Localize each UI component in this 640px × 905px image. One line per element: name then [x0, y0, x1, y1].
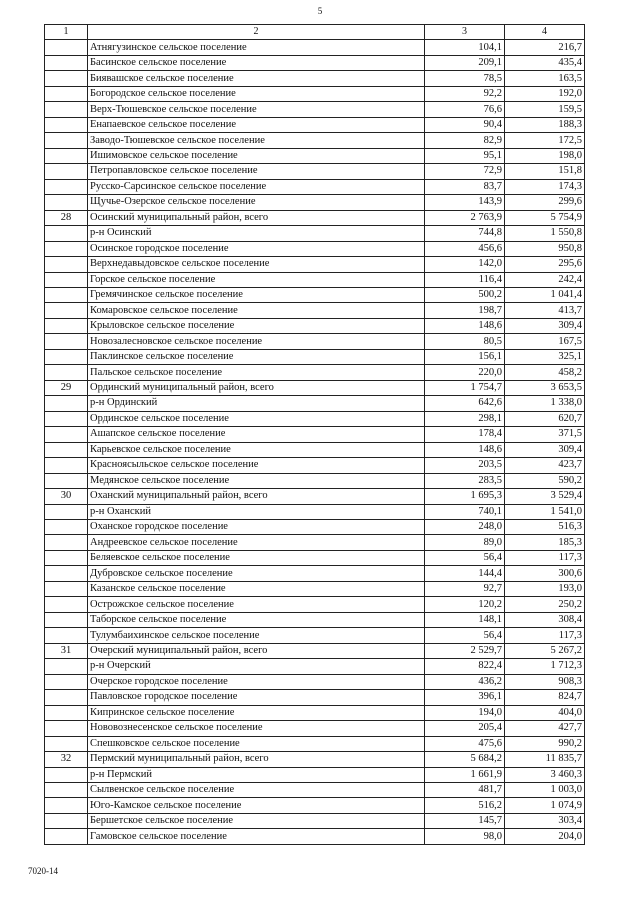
table-row	[45, 365, 585, 380]
value-col3: 89,0	[425, 535, 505, 550]
row-number: 31	[45, 643, 88, 658]
row-number	[45, 287, 88, 302]
municipality-name: Богородское сельское поселение	[88, 86, 425, 101]
value-col4: 371,5	[505, 427, 585, 442]
row-number	[45, 674, 88, 689]
value-col3: 98,0	[425, 829, 505, 844]
value-col4: 242,4	[505, 272, 585, 287]
value-col4: 300,6	[505, 566, 585, 581]
value-col3: 178,4	[425, 427, 505, 442]
table-row	[45, 102, 585, 117]
row-number	[45, 581, 88, 596]
value-col4: 11 835,7	[505, 752, 585, 767]
row-number	[45, 148, 88, 163]
row-number	[45, 179, 88, 194]
row-number	[45, 349, 88, 364]
table-row	[45, 133, 585, 148]
row-number	[45, 55, 88, 70]
column-header: 3	[425, 25, 505, 40]
value-col3: 822,4	[425, 659, 505, 674]
value-col4: 192,0	[505, 86, 585, 101]
value-col3: 194,0	[425, 705, 505, 720]
value-col3: 56,4	[425, 628, 505, 643]
table-row	[45, 179, 585, 194]
municipality-name: р-н Очерский	[88, 659, 425, 674]
value-col4: 404,0	[505, 705, 585, 720]
value-col4: 172,5	[505, 133, 585, 148]
row-number	[45, 767, 88, 782]
municipality-name: Гремячинское сельское поселение	[88, 287, 425, 302]
municipality-name: Паклинское сельское поселение	[88, 349, 425, 364]
table-row	[45, 427, 585, 442]
value-col4: 1 550,8	[505, 226, 585, 241]
value-col3: 148,6	[425, 318, 505, 333]
row-number	[45, 241, 88, 256]
value-col4: 159,5	[505, 102, 585, 117]
table-row	[45, 195, 585, 210]
value-col3: 80,5	[425, 334, 505, 349]
table-row	[45, 164, 585, 179]
municipality-name: Казанское сельское поселение	[88, 581, 425, 596]
value-col4: 427,7	[505, 721, 585, 736]
row-number	[45, 427, 88, 442]
value-col4: 423,7	[505, 458, 585, 473]
value-col4: 1 541,0	[505, 504, 585, 519]
row-number	[45, 550, 88, 565]
row-number	[45, 318, 88, 333]
footer-code: 7020-14	[28, 866, 58, 876]
table-row	[45, 71, 585, 86]
table-row	[45, 705, 585, 720]
value-col4: 590,2	[505, 473, 585, 488]
row-number	[45, 411, 88, 426]
row-number	[45, 721, 88, 736]
column-header: 1	[45, 25, 88, 40]
municipality-name: Осинский муниципальный район, всего	[88, 210, 425, 225]
municipality-name: р-н Пермский	[88, 767, 425, 782]
row-number	[45, 40, 88, 55]
value-col3: 92,2	[425, 86, 505, 101]
table-body	[45, 25, 585, 845]
value-col3: 481,7	[425, 782, 505, 797]
municipality-name: Павловское городское поселение	[88, 690, 425, 705]
row-number	[45, 520, 88, 535]
table-row	[45, 829, 585, 844]
row-number	[45, 535, 88, 550]
municipality-name: Комаровское сельское поселение	[88, 303, 425, 318]
table-row	[45, 241, 585, 256]
row-number	[45, 504, 88, 519]
municipality-name: Верх-Тюшевское сельское поселение	[88, 102, 425, 117]
municipality-name: Дубровское сельское поселение	[88, 566, 425, 581]
value-col4: 435,4	[505, 55, 585, 70]
row-number	[45, 133, 88, 148]
value-col3: 642,6	[425, 396, 505, 411]
value-col3: 143,9	[425, 195, 505, 210]
table-row	[45, 674, 585, 689]
value-col4: 151,8	[505, 164, 585, 179]
value-col3: 5 684,2	[425, 752, 505, 767]
row-number	[45, 829, 88, 844]
value-col3: 156,1	[425, 349, 505, 364]
value-col3: 744,8	[425, 226, 505, 241]
municipality-name: Гамовское сельское поселение	[88, 829, 425, 844]
table-row	[45, 550, 585, 565]
municipality-name: Ординское сельское поселение	[88, 411, 425, 426]
municipality-name: Юго-Камское сельское поселение	[88, 798, 425, 813]
table-row	[45, 303, 585, 318]
value-col3: 220,0	[425, 365, 505, 380]
table-row	[45, 380, 585, 395]
municipality-name: Беляевское сельское поселение	[88, 550, 425, 565]
value-col4: 3 653,5	[505, 380, 585, 395]
table-row	[45, 659, 585, 674]
value-col3: 92,7	[425, 581, 505, 596]
row-number: 32	[45, 752, 88, 767]
value-col4: 5 267,2	[505, 643, 585, 658]
value-col3: 436,2	[425, 674, 505, 689]
municipality-name: р-н Ординский	[88, 396, 425, 411]
table-row	[45, 396, 585, 411]
value-col4: 413,7	[505, 303, 585, 318]
row-number	[45, 690, 88, 705]
municipality-name: Пальское сельское поселение	[88, 365, 425, 380]
value-col4: 250,2	[505, 597, 585, 612]
table-row	[45, 612, 585, 627]
municipality-name: Бершетское сельское поселение	[88, 813, 425, 828]
row-number	[45, 257, 88, 272]
value-col4: 3 529,4	[505, 489, 585, 504]
municipality-name: Острожское сельское поселение	[88, 597, 425, 612]
table-row	[45, 210, 585, 225]
value-col4: 188,3	[505, 117, 585, 132]
row-number	[45, 86, 88, 101]
value-col4: 309,4	[505, 442, 585, 457]
value-col4: 1 712,3	[505, 659, 585, 674]
row-number	[45, 612, 88, 627]
row-number	[45, 365, 88, 380]
row-number	[45, 272, 88, 287]
value-col3: 148,6	[425, 442, 505, 457]
row-number	[45, 195, 88, 210]
value-col4: 1 041,4	[505, 287, 585, 302]
column-header: 2	[88, 25, 425, 40]
value-col3: 500,2	[425, 287, 505, 302]
value-col3: 298,1	[425, 411, 505, 426]
table-row	[45, 272, 585, 287]
municipality-name: Медянское сельское поселение	[88, 473, 425, 488]
table-row	[45, 117, 585, 132]
value-col4: 620,7	[505, 411, 585, 426]
municipality-name: Пермский муниципальный район, всего	[88, 752, 425, 767]
municipality-name: Горское сельское поселение	[88, 272, 425, 287]
row-number: 30	[45, 489, 88, 504]
value-col4: 308,4	[505, 612, 585, 627]
row-number	[45, 782, 88, 797]
value-col4: 950,8	[505, 241, 585, 256]
value-col3: 203,5	[425, 458, 505, 473]
table-row	[45, 287, 585, 302]
municipality-name: р-н Оханский	[88, 504, 425, 519]
budget-table	[44, 24, 585, 845]
value-col3: 82,9	[425, 133, 505, 148]
table-row	[45, 643, 585, 658]
value-col4: 117,3	[505, 550, 585, 565]
value-col4: 167,5	[505, 334, 585, 349]
table-row	[45, 628, 585, 643]
table-row	[45, 473, 585, 488]
value-col3: 475,6	[425, 736, 505, 751]
value-col4: 309,4	[505, 318, 585, 333]
table-row	[45, 86, 585, 101]
value-col3: 95,1	[425, 148, 505, 163]
municipality-name: Новозалесновское сельское поселение	[88, 334, 425, 349]
value-col4: 198,0	[505, 148, 585, 163]
table-row	[45, 813, 585, 828]
table-row	[45, 782, 585, 797]
table-header-row	[45, 25, 585, 40]
table-row	[45, 318, 585, 333]
municipality-name: Петропавловское сельское поселение	[88, 164, 425, 179]
municipality-name: Нововознесенское сельское поселение	[88, 721, 425, 736]
column-header: 4	[505, 25, 585, 40]
table-row	[45, 798, 585, 813]
municipality-name: Биявашское сельское поселение	[88, 71, 425, 86]
value-col3: 142,0	[425, 257, 505, 272]
municipality-name: Заводо-Тюшевское сельское поселение	[88, 133, 425, 148]
table-row	[45, 690, 585, 705]
value-col4: 303,4	[505, 813, 585, 828]
value-col3: 78,5	[425, 71, 505, 86]
value-col4: 117,3	[505, 628, 585, 643]
row-number	[45, 659, 88, 674]
row-number	[45, 164, 88, 179]
table-row	[45, 226, 585, 241]
value-col4: 1 338,0	[505, 396, 585, 411]
value-col4: 516,3	[505, 520, 585, 535]
value-col3: 456,6	[425, 241, 505, 256]
table-row	[45, 55, 585, 70]
municipality-name: Сылвенское сельское поселение	[88, 782, 425, 797]
value-col4: 325,1	[505, 349, 585, 364]
municipality-name: Осинское городское поселение	[88, 241, 425, 256]
row-number	[45, 628, 88, 643]
value-col4: 1 003,0	[505, 782, 585, 797]
table-row	[45, 597, 585, 612]
page-number: 5	[317, 6, 323, 16]
value-col4: 824,7	[505, 690, 585, 705]
table-row	[45, 767, 585, 782]
municipality-name: Ординский муниципальный район, всего	[88, 380, 425, 395]
table-row	[45, 411, 585, 426]
row-number	[45, 798, 88, 813]
value-col4: 216,7	[505, 40, 585, 55]
municipality-name: Русско-Сарсинское сельское поселение	[88, 179, 425, 194]
value-col4: 204,0	[505, 829, 585, 844]
table-row	[45, 458, 585, 473]
municipality-name: Ишимовское сельское поселение	[88, 148, 425, 163]
row-number	[45, 226, 88, 241]
value-col4: 185,3	[505, 535, 585, 550]
table-row	[45, 752, 585, 767]
municipality-name: Енапаевское сельское поселение	[88, 117, 425, 132]
value-col3: 120,2	[425, 597, 505, 612]
municipality-name: Спешковское сельское поселение	[88, 736, 425, 751]
municipality-name: Атнягузинское сельское поселение	[88, 40, 425, 55]
row-number	[45, 442, 88, 457]
value-col3: 740,1	[425, 504, 505, 519]
value-col4: 299,6	[505, 195, 585, 210]
table-row	[45, 40, 585, 55]
value-col3: 516,2	[425, 798, 505, 813]
municipality-name: Кипринское сельское поселение	[88, 705, 425, 720]
row-number	[45, 303, 88, 318]
value-col4: 458,2	[505, 365, 585, 380]
municipality-name: Оханское городское поселение	[88, 520, 425, 535]
municipality-name: Андреевское сельское поселение	[88, 535, 425, 550]
value-col4: 193,0	[505, 581, 585, 596]
value-col4: 1 074,9	[505, 798, 585, 813]
municipality-name: Щучье-Озерское сельское поселение	[88, 195, 425, 210]
table-row	[45, 504, 585, 519]
value-col4: 295,6	[505, 257, 585, 272]
value-col3: 116,4	[425, 272, 505, 287]
municipality-name: Карьевское сельское поселение	[88, 442, 425, 457]
municipality-name: Ашапское сельское поселение	[88, 427, 425, 442]
table-row	[45, 442, 585, 457]
value-col3: 104,1	[425, 40, 505, 55]
value-col3: 148,1	[425, 612, 505, 627]
row-number	[45, 597, 88, 612]
value-col3: 56,4	[425, 550, 505, 565]
value-col3: 205,4	[425, 721, 505, 736]
row-number	[45, 705, 88, 720]
row-number	[45, 117, 88, 132]
municipality-name: Верхнедавыдовское сельское поселение	[88, 257, 425, 272]
value-col4: 5 754,9	[505, 210, 585, 225]
value-col3: 2 529,7	[425, 643, 505, 658]
value-col3: 145,7	[425, 813, 505, 828]
value-col3: 248,0	[425, 520, 505, 535]
table-row	[45, 535, 585, 550]
table-row	[45, 257, 585, 272]
municipality-name: Оханский муниципальный район, всего	[88, 489, 425, 504]
value-col3: 83,7	[425, 179, 505, 194]
value-col3: 396,1	[425, 690, 505, 705]
table-row	[45, 581, 585, 596]
value-col3: 144,4	[425, 566, 505, 581]
row-number	[45, 334, 88, 349]
value-col3: 1 695,3	[425, 489, 505, 504]
table-row	[45, 489, 585, 504]
municipality-name: Тулумбаихинское сельское поселение	[88, 628, 425, 643]
table-row	[45, 334, 585, 349]
row-number	[45, 473, 88, 488]
value-col3: 1 661,9	[425, 767, 505, 782]
value-col3: 209,1	[425, 55, 505, 70]
value-col4: 908,3	[505, 674, 585, 689]
table-row	[45, 148, 585, 163]
municipality-name: Таборское сельское поселение	[88, 612, 425, 627]
value-col3: 283,5	[425, 473, 505, 488]
row-number	[45, 458, 88, 473]
table-row	[45, 349, 585, 364]
value-col4: 990,2	[505, 736, 585, 751]
row-number: 28	[45, 210, 88, 225]
municipality-name: Крыловское сельское поселение	[88, 318, 425, 333]
table-row	[45, 566, 585, 581]
value-col4: 3 460,3	[505, 767, 585, 782]
row-number	[45, 813, 88, 828]
value-col3: 1 754,7	[425, 380, 505, 395]
municipality-name: Очерский муниципальный район, всего	[88, 643, 425, 658]
value-col3: 198,7	[425, 303, 505, 318]
table-row	[45, 736, 585, 751]
value-col4: 174,3	[505, 179, 585, 194]
table-row	[45, 721, 585, 736]
municipality-name: Очерское городское поселение	[88, 674, 425, 689]
row-number	[45, 566, 88, 581]
row-number	[45, 736, 88, 751]
table-row	[45, 520, 585, 535]
value-col3: 76,6	[425, 102, 505, 117]
municipality-name: Красноясыльское сельское поселение	[88, 458, 425, 473]
value-col3: 2 763,9	[425, 210, 505, 225]
value-col3: 72,9	[425, 164, 505, 179]
municipality-name: р-н Осинский	[88, 226, 425, 241]
row-number	[45, 396, 88, 411]
row-number	[45, 102, 88, 117]
municipality-name: Басинское сельское поселение	[88, 55, 425, 70]
value-col3: 90,4	[425, 117, 505, 132]
row-number	[45, 71, 88, 86]
row-number: 29	[45, 380, 88, 395]
value-col4: 163,5	[505, 71, 585, 86]
